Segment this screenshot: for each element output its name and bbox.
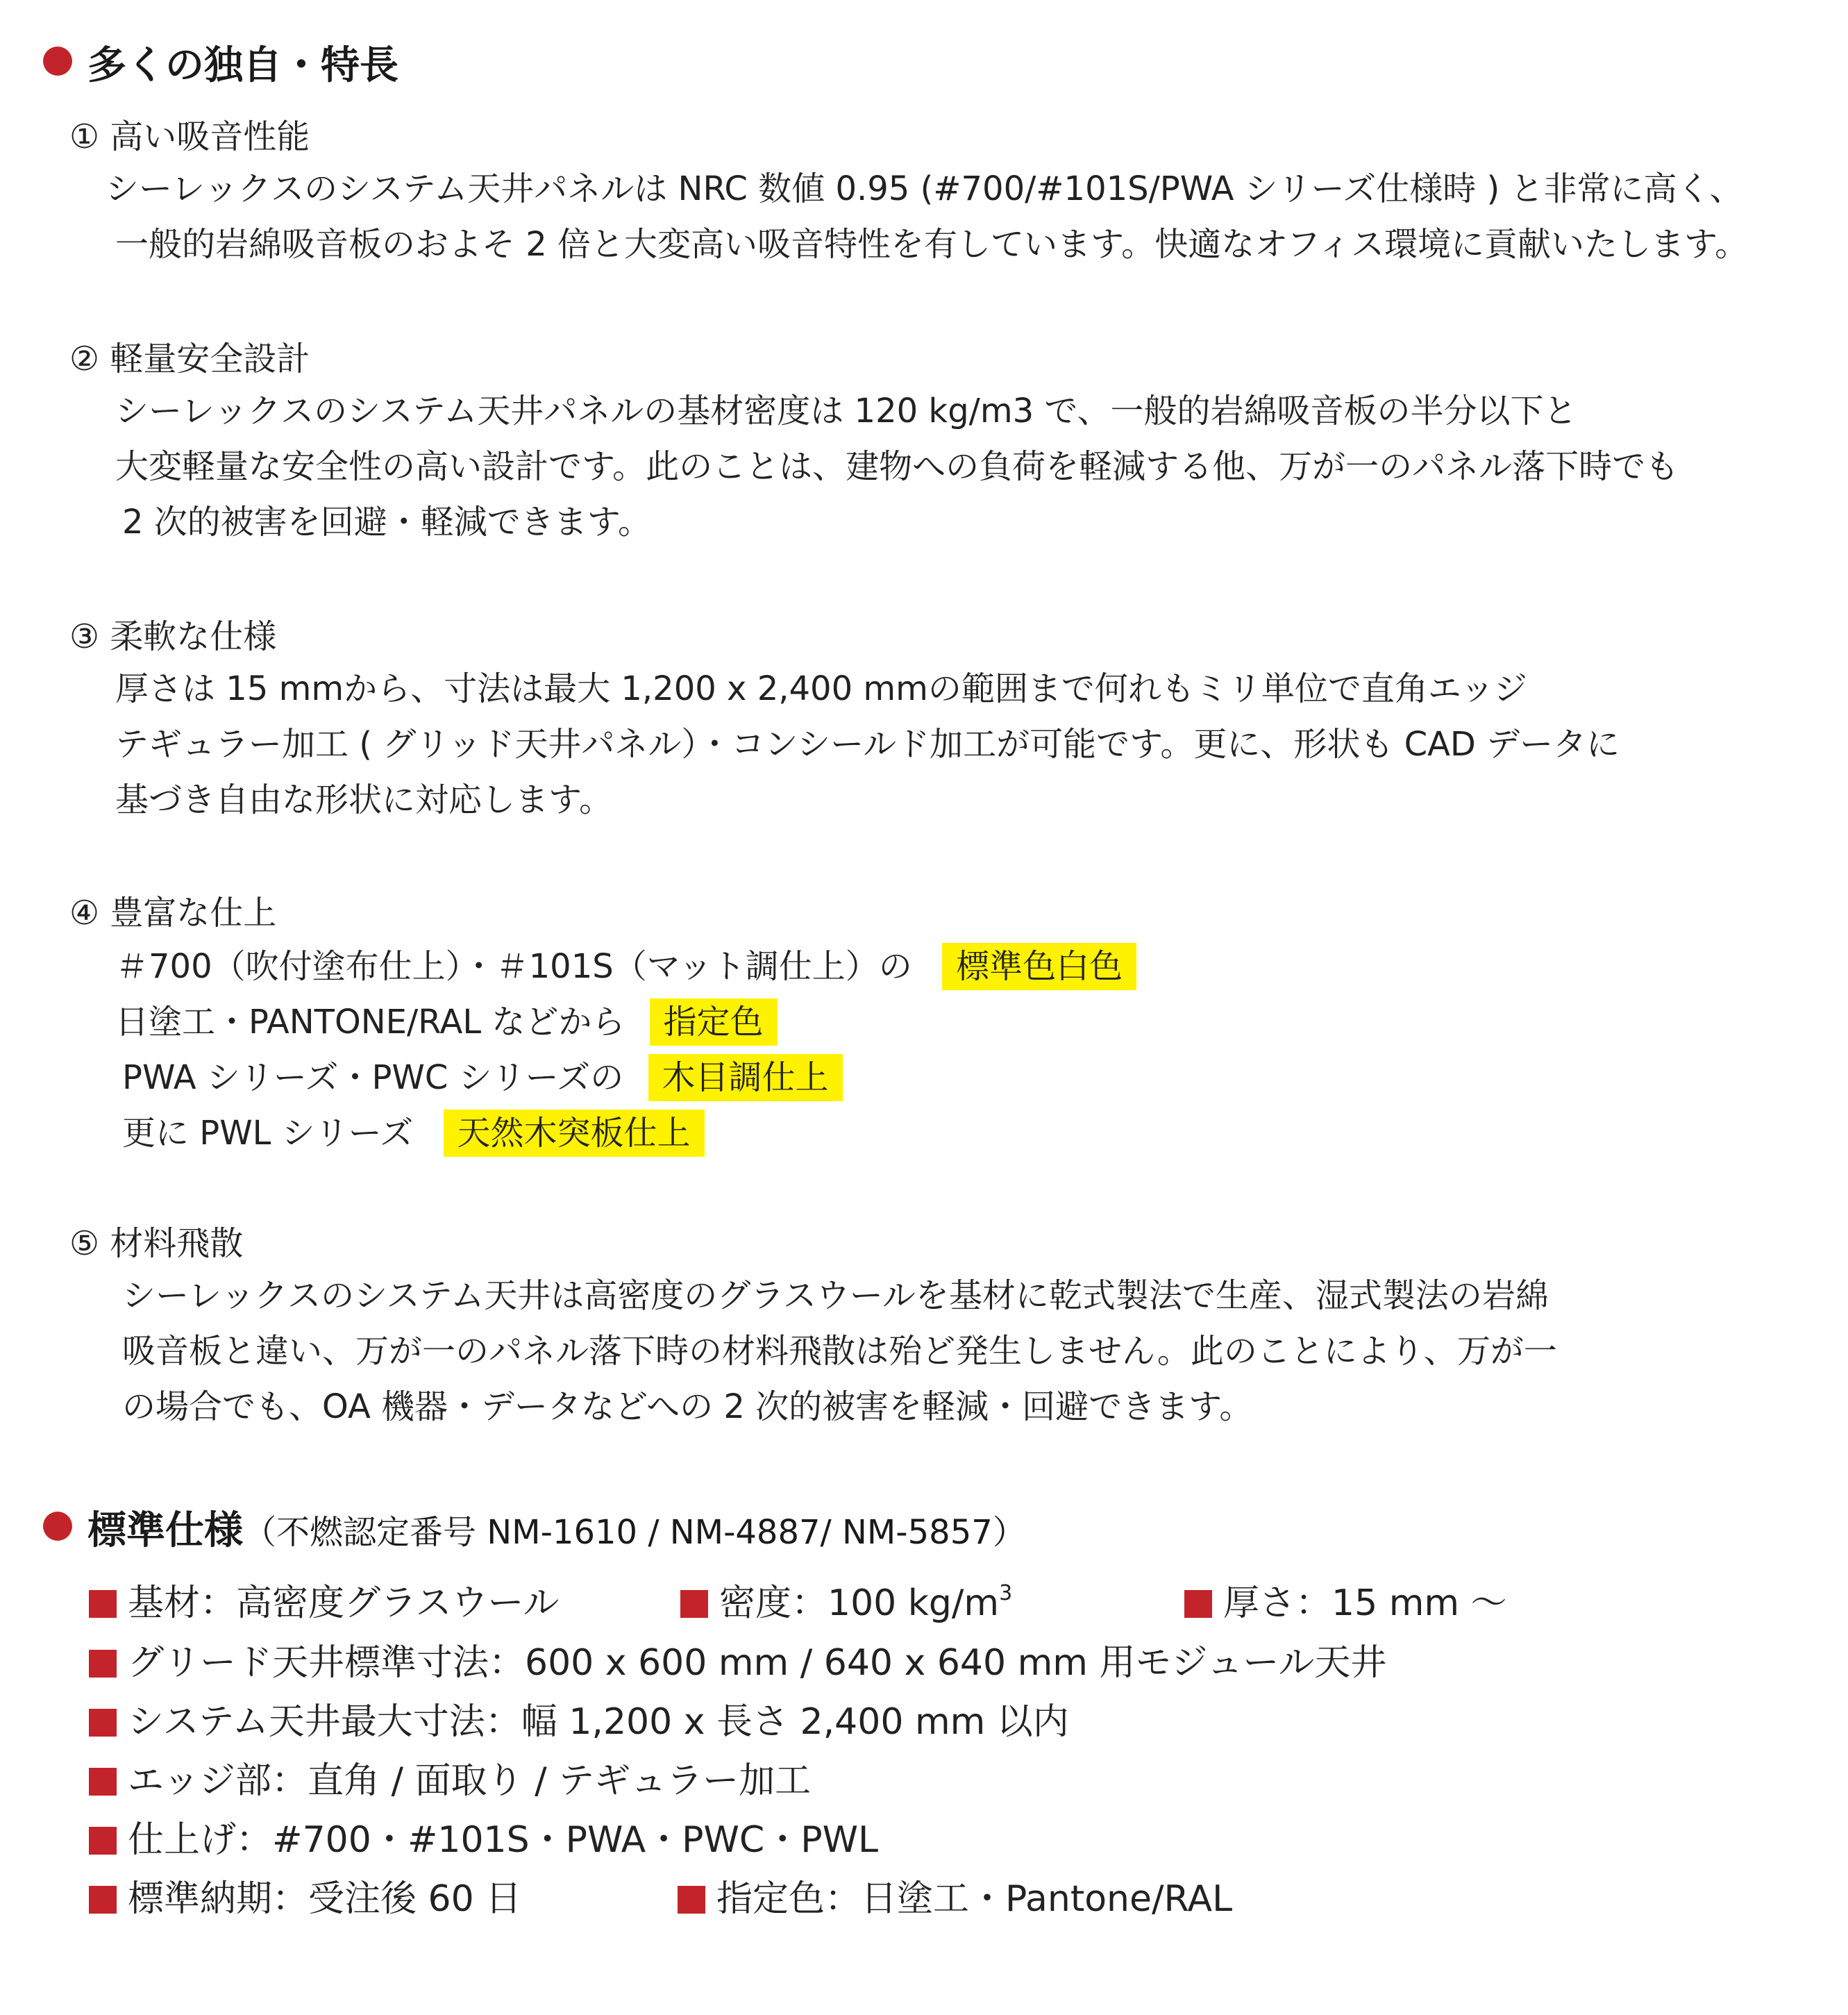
spec-system [89, 1692, 1069, 1744]
spec-density-text: 密度：100 kg/m [719, 1582, 1000, 1624]
feature-1-title: ① 高い吸音性能 [69, 117, 310, 156]
finish-row-2-text: 日塗工・PANTONE/RAL などから [115, 1003, 625, 1042]
feature-5-line-2: 吸音板と違い、万が一のパネル落下時の材料飛散は殆ど発生しません。此のことにより、万が一 [122, 1332, 1557, 1371]
feature-3-line-3: 基づき自由な形状に対応します。 [115, 780, 613, 819]
spec-finish-text: 仕上げ：#700・#101S・PWA・PWC・PWL [128, 1819, 878, 1861]
spec-thickness-text: 厚さ：15 mm 〜 [1223, 1582, 1507, 1624]
spec-delivery-text: 標準納期：受注後 60 日 [128, 1878, 522, 1920]
spec-edge-text: エッジ部：直角 / 面取り / テギュラー加工 [128, 1760, 812, 1802]
spec-square-icon [680, 1590, 708, 1618]
feature-4-title: ④ 豊富な仕上 [69, 894, 277, 933]
spec-square-icon [89, 1709, 117, 1737]
feature-3-title: ③ 柔軟な仕様 [69, 617, 277, 656]
specs-heading-note: （不燃認定番号 NM-1610 / NM-4887/ NM-5857） [243, 1513, 1026, 1552]
heading-bullet-specs [43, 1512, 72, 1541]
finish-row-3 [122, 1050, 843, 1105]
feature-1-line-1: シーレックスのシステム天井パネルは NRC 数値 0.95 (#700/#101S/PWA シリーズ仕様時 ) と非常に高く、 [106, 169, 1743, 208]
spec-finish [89, 1810, 878, 1862]
feature-5-title: ⑤ 材料飛散 [69, 1224, 244, 1263]
spec-thickness [1184, 1573, 1507, 1625]
features-heading: 多くの独自・特長 [87, 43, 398, 88]
spec-square-icon [89, 1590, 117, 1618]
spec-base-text: 基材：高密度グラスウール [128, 1582, 560, 1624]
spec-color-text: 指定色：日塗工・Pantone/RAL [716, 1878, 1233, 1920]
feature-2-line-2: 大変軽量な安全性の高い設計です。此のことは、建物への負荷を軽減する他、万が一のパネル落下時でも [115, 447, 1679, 486]
spec-square-icon [1184, 1590, 1212, 1618]
finish-row-3-text: PWA シリーズ・PWC シリーズの [122, 1058, 624, 1097]
spec-density [680, 1573, 1012, 1625]
spec-square-icon [89, 1650, 117, 1678]
finish-row-1-text: ＃700（吹付塗布仕上）・＃101S（マット調仕上）の [115, 947, 912, 986]
specs-heading-title: 標準仕様 [87, 1508, 243, 1553]
feature-2-title: ② 軽量安全設計 [69, 340, 310, 378]
spec-grid [89, 1633, 1386, 1685]
feature-2-line-1: シーレックスのシステム天井パネルの基材密度は 120 kg/m3 で、一般的岩綿吸音板の半分以下と [115, 392, 1577, 430]
finish-row-3-highlight: 木目調仕上 [648, 1054, 843, 1101]
feature-1-line-2: 一般的岩綿吸音板のおよそ 2 倍と大変高い吸音特性を有しています。快適なオフィス環境に貢献いたします。 [115, 225, 1749, 264]
spec-edge [89, 1751, 811, 1803]
feature-2-line-3: 2 次的被害を回避・軽減できます。 [122, 503, 651, 542]
finish-row-1 [115, 939, 1136, 994]
finish-row-1-highlight: 標準色白色 [942, 943, 1136, 990]
spec-delivery [89, 1869, 521, 1921]
spec-square-icon [89, 1768, 117, 1796]
finish-row-4-text: 更に PWL シリーズ [122, 1114, 414, 1153]
finish-row-4-highlight: 天然木突板仕上 [444, 1110, 705, 1157]
finish-row-2-highlight: 指定色 [650, 998, 778, 1046]
spec-grid-text: グリード天井標準寸法：600 x 600 mm / 640 x 640 mm 用モジュール天井 [128, 1642, 1387, 1684]
feature-5-line-3: の場合でも、OA 機器・データなどへの 2 次的被害を軽減・回避できます。 [122, 1387, 1253, 1426]
spec-square-icon [678, 1886, 705, 1914]
spec-square-icon [89, 1827, 117, 1855]
specs-heading [87, 1500, 1026, 1555]
finish-row-2 [115, 994, 778, 1050]
spec-square-icon [89, 1886, 117, 1914]
feature-3-line-1: 厚さは 15 mmから、寸法は最大 1,200 x 2,400 mmの範囲まで何れもミリ単位で直角エッジ [115, 669, 1527, 708]
finish-row-4 [122, 1105, 705, 1161]
spec-system-text: システム天井最大寸法：幅 1,200 x 長さ 2,400 mm 以内 [128, 1701, 1069, 1743]
spec-base [89, 1573, 559, 1625]
spec-color [678, 1869, 1232, 1921]
spec-density-sup: 3 [999, 1581, 1013, 1605]
feature-3-line-2: テギュラー加工 ( グリッド天井パネル）・コンシールド加工が可能です。更に、形状も CAD データに [115, 725, 1620, 764]
feature-5-line-1: シーレックスのシステム天井は高密度のグラスウールを基材に乾式製法で生産、湿式製法の岩綿 [122, 1276, 1549, 1315]
heading-bullet-features [43, 47, 72, 76]
